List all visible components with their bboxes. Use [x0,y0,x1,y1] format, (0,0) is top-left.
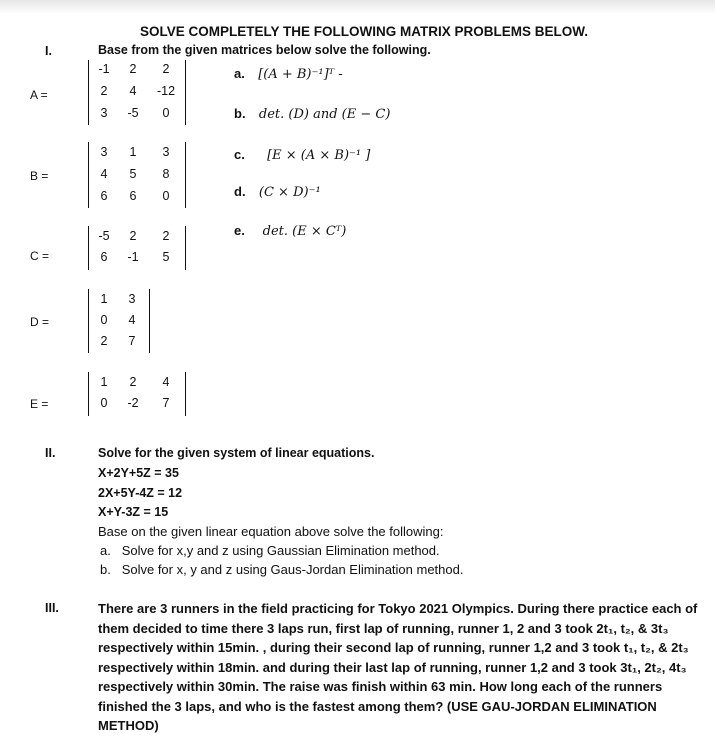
matrix-cell: -12 [156,84,176,98]
equation-1: X+2Y+5Z = 35 [98,466,179,480]
matrix-cell: 4 [162,375,170,389]
matrix-cell: 7 [162,396,170,410]
task-b-label: b. [100,562,111,577]
question-a-expression: [(A + B)⁻¹]ᵀ - [258,67,343,82]
matrix-cell: -1 [127,250,139,264]
matrix-cell: 3 [128,292,136,306]
question-e-label: e. [234,223,245,238]
matrix-cell: 2 [162,62,170,76]
matrix-cell: 4 [129,84,137,98]
section-1-numeral: I. [45,44,52,58]
matrix-c [88,226,186,270]
section-2-numeral: II. [45,446,56,460]
matrix-cell: 0 [100,396,108,410]
matrix-cell: 7 [128,334,136,348]
matrix-cell: 2 [129,229,137,243]
question-b [234,105,390,123]
question-b-label: b. [234,106,246,121]
matrix-cell: 2 [100,84,108,98]
matrix-b [88,142,186,208]
section-2-heading: Solve for the given system of linear equations. [98,446,375,460]
matrix-cell: 4 [100,167,108,181]
matrix-cell: 3 [100,145,108,159]
matrix-cell: 2 [100,334,108,348]
matrix-cell: 4 [128,313,136,327]
matrix-cell: 2 [162,229,170,243]
matrix-cell: 1 [100,292,108,306]
question-e-expression: det. (E × Cᵀ) [262,224,347,239]
matrix-cell: 2 [129,62,137,76]
matrix-cell: 0 [162,189,170,203]
matrix-d-label: D = [30,315,50,329]
matrix-b-label: B = [30,169,49,183]
task-a-label: a. [100,543,111,558]
question-c [234,146,370,164]
section-2-intro: Base on the given linear equation above solve the following: [98,524,444,539]
matrix-a-label: A = [30,88,48,102]
question-c-label: c. [234,147,245,162]
section-1-instruction: Base from the given matrices below solve the following. [98,43,431,57]
question-a [234,65,343,83]
matrix-cell: 1 [129,145,137,159]
question-c-expression: [E × (A × B)⁻¹ ] [267,148,371,163]
matrix-c-label: C = [30,249,50,263]
matrix-cell: 8 [162,167,170,181]
section-3-numeral: III. [45,601,59,615]
equation-3: X+Y-3Z = 15 [98,505,169,519]
matrix-cell: 3 [162,145,170,159]
question-a-label: a. [234,66,245,81]
matrix-cell: -5 [127,106,139,120]
matrix-cell: 1 [100,375,108,389]
matrix-cell: 0 [100,313,108,327]
matrix-e [88,372,186,416]
task-b [100,562,463,577]
question-d [234,183,321,201]
top-shade [0,0,715,14]
question-d-label: d. [234,184,246,199]
task-b-text: Solve for x, y and z using Gaus-Jordan Elimination method. [121,562,464,577]
equation-2: 2X+5Y-4Z = 12 [98,486,183,500]
matrix-cell: 5 [129,167,137,181]
matrix-cell: -5 [98,229,110,243]
matrix-cell: 3 [100,106,108,120]
matrix-cell: 6 [100,189,108,203]
task-a-text: Solve for x,y and z using Gaussian Elimination method. [121,543,440,558]
matrix-cell: -2 [127,396,139,410]
matrix-cell: 5 [162,250,170,264]
question-e [234,222,346,240]
question-b-expression: det. (D) and (E − C) [258,107,391,122]
page-title: SOLVE COMPLETELY THE FOLLOWING MATRIX PROBLEMS BELOW. [140,24,589,39]
matrix-a [88,60,186,125]
matrix-cell: 0 [162,106,170,120]
matrix-e-label: E = [30,397,49,411]
matrix-cell: 6 [100,250,108,264]
task-a [100,543,440,558]
matrix-cell: 6 [129,189,137,203]
matrix-d [88,289,150,353]
matrix-cell: 2 [129,375,137,389]
section-3-paragraph: There are 3 runners in the field practicing for Tokyo 2021 Olympics. During there practice each of them decided to time there 3 laps run, first lap of running, runner 1, 2 and 3 took 2t₁, t₂, & 3t₃ respectively within 15min. , during their second lap of running, runner 1,2 and 3 took t₁, t₂, & 2t₃ respectively within 18min. and during their last lap of running, runner 1,2 and 3 took 3t₁, 2t₂, 4t₃ respectively within 30min. The raise was finish within 63 min. How long each of the runners finished the 3 laps, and who is the fastest among them? (USE GAU-JORDAN ELIMINATION METHOD) [98,601,698,733]
question-d-expression: (C × D)⁻¹ [258,185,321,200]
matrix-cell: -1 [98,62,110,76]
